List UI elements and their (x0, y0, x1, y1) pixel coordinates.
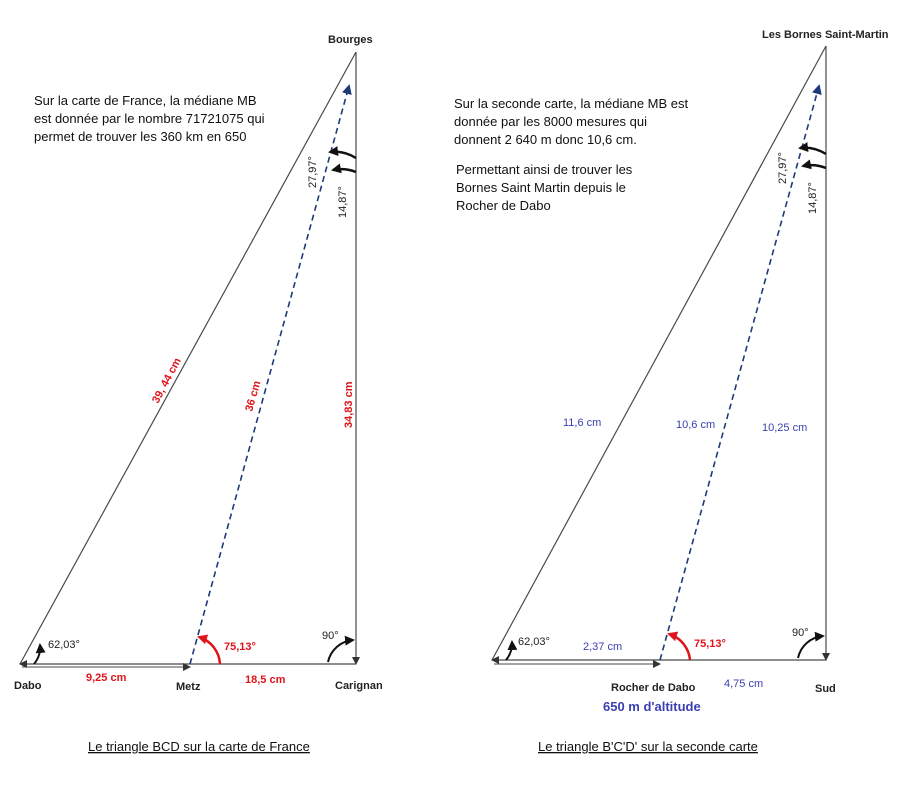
right-angle-arc-top-outer (800, 148, 826, 154)
left-vertex-bourges: Bourges (328, 34, 373, 46)
right-angle-left-label: 62,03° (518, 636, 550, 648)
left-length-median: 36 cm (243, 379, 264, 413)
right-vertex-rocher: Rocher de Dabo (611, 682, 696, 694)
left-vertex-carignan: Carignan (335, 680, 383, 692)
left-angle-arc-dabo (34, 645, 40, 664)
left-length-hyp: 39, 44 cm (150, 356, 184, 406)
left-angle-metz-label: 75,13° (224, 641, 256, 653)
left-angle-arc-top-inner (333, 169, 356, 172)
right-median (660, 86, 819, 660)
right-angle-arc-left (506, 642, 512, 660)
left-vertex-metz: Metz (176, 681, 201, 693)
right-text-line-3: donnent 2 640 m donc 10,6 cm. (454, 132, 637, 147)
left-angle-top-outer-label: 27,97° (307, 156, 319, 188)
right-length-base-left: 2,37 cm (583, 641, 623, 653)
left-length-base-right: 18,5 cm (245, 674, 286, 686)
right-vertex-bornes: Les Bornes Saint-Martin (762, 29, 889, 41)
right-angle-right-label: 90° (792, 627, 809, 639)
left-length-base-left: 9,25 cm (86, 672, 127, 684)
right-angle-top-inner-label: 14,87° (807, 182, 819, 214)
right-angle-arc-top-inner (803, 165, 826, 168)
left-text-line-3: permet de trouver les 360 km en 650 (34, 129, 247, 144)
right-length-median: 10,6 cm (676, 419, 716, 431)
left-text-line-1: Sur la carte de France, la médiane MB (34, 93, 257, 108)
right-text2-line-1: Permettant ainsi de trouver les (456, 162, 633, 177)
right-vertex-sud: Sud (815, 683, 836, 695)
right-length-vertical: 10,25 cm (762, 422, 808, 434)
right-length-base-right: 4,75 cm (724, 678, 764, 690)
right-text2-line-3: Rocher de Dabo (456, 198, 551, 213)
right-length-hyp: 11,6 cm (563, 417, 602, 429)
left-angle-top-inner-label: 14,87° (337, 186, 349, 218)
right-text-line-2: donnée par les 8000 mesures qui (454, 114, 647, 129)
left-angle-dabo-label: 62,03° (48, 639, 80, 651)
left-vertex-dabo: Dabo (14, 680, 42, 692)
left-angle-arc-right (328, 640, 353, 662)
right-altitude: 650 m d'altitude (603, 699, 701, 714)
right-text-line-1: Sur la seconde carte, la médiane MB est (454, 96, 689, 111)
right-angle-arc-mid (669, 634, 690, 660)
left-caption: Le triangle BCD sur la carte de France (88, 739, 310, 754)
left-text-line-2: est donnée par le nombre 71721075 qui (34, 111, 265, 126)
left-angle-right-label: 90° (322, 630, 339, 642)
right-text2-line-2: Bornes Saint Martin depuis le (456, 180, 626, 195)
right-caption: Le triangle B'C'D' sur la seconde carte (538, 739, 758, 754)
right-angle-top-outer-label: 27,97° (777, 152, 789, 184)
left-median (190, 86, 349, 664)
right-angle-arc-right (798, 636, 823, 658)
left-triangle-figure (14, 34, 383, 754)
right-triangle-figure (454, 29, 889, 754)
right-angle-mid-label: 75,13° (694, 638, 726, 650)
left-angle-arc-metz (199, 637, 220, 664)
left-angle-arc-top-outer (330, 152, 356, 158)
left-length-vertical: 34,83 cm (343, 381, 355, 428)
